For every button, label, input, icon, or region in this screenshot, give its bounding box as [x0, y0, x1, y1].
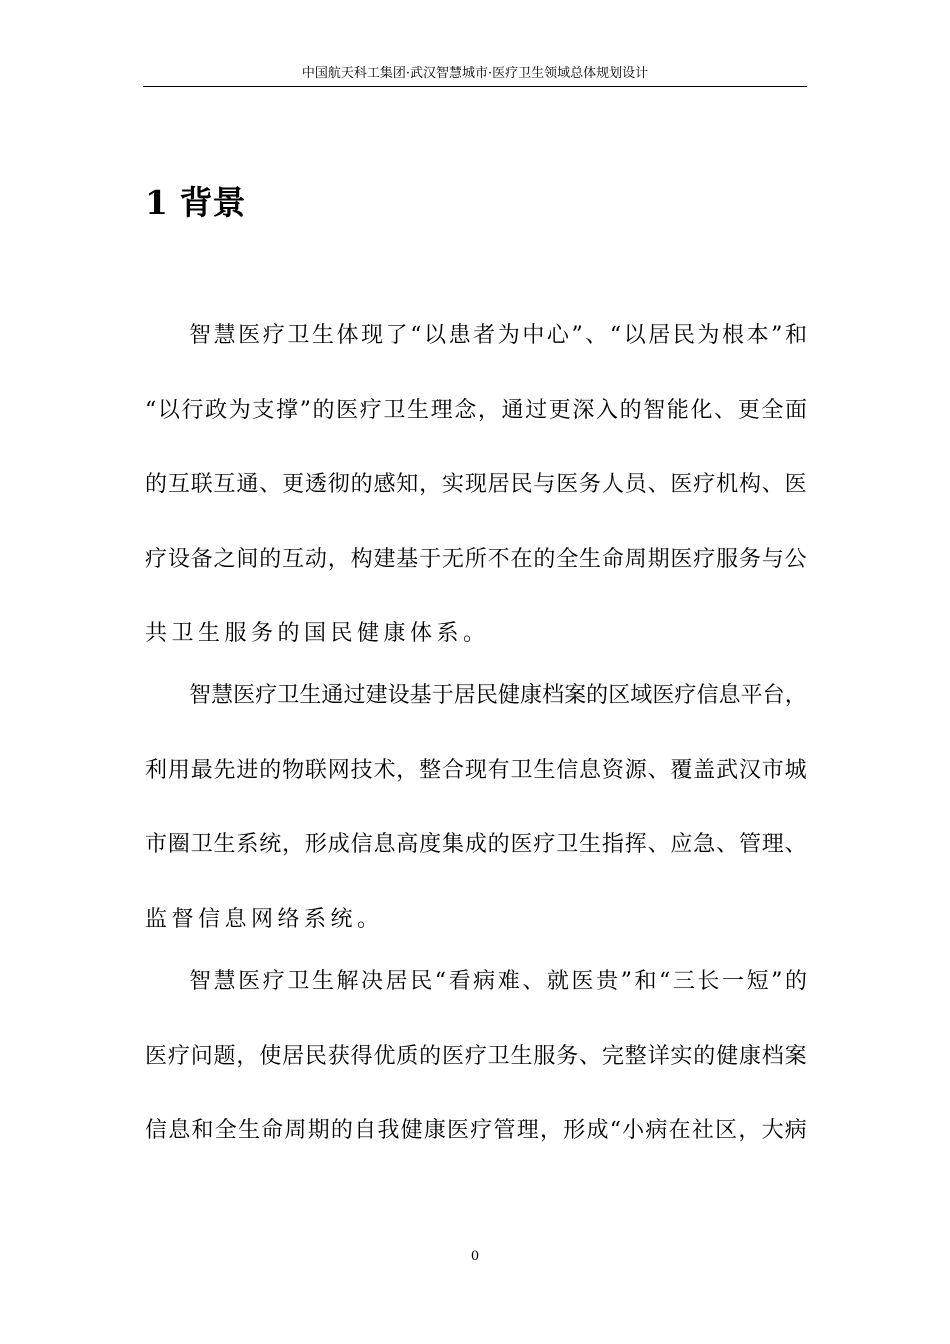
paragraph-line: 市 圈 卫 生 系 统 ， 形 成 信 息 高 度 集 成 的 医 疗 卫 生 指 挥 、 应 急 、 管 理 、	[145, 832, 807, 857]
paragraph-line: 智 慧 医 疗 卫 生 体 现 了 “ 以 患 者 为 中 心 ” 、 “ 以 居 民 为 根 本 ” 和	[189, 323, 807, 348]
header-rule	[143, 86, 807, 87]
paragraph-line: 利 用 最 先 进 的 物 联 网 技 术 ， 整 合 现 有 卫 生 信 息 资 源 、 覆 盖 武 汉 市 城	[145, 758, 807, 783]
paragraph-line: 共卫生服务的国民健康体系。	[145, 621, 490, 646]
paragraph-line: 信 息 和 全 生 命 周 期 的 自 我 健 康 医 疗 管 理 ， 形 成 “ 小 病 在 社 区 ， 大 病	[145, 1118, 807, 1143]
paragraph-line: 智 慧 医 疗 卫 生 通 过 建 设 基 于 居 民 健 康 档 案 的 区 域 医 疗 信 息 平 台 ，	[189, 683, 807, 708]
paragraph-line: 监督信息网络系统。	[145, 907, 384, 932]
paragraph-line: “ 以 行 政 为 支 撑 ” 的 医 疗 卫 生 理 念 ， 通 过 更 深 入 的 智 能 化 、 更 全 面	[145, 398, 807, 423]
paragraph-line: 智 慧 医 疗 卫 生 解 决 居 民 “ 看 病 难 、 就 医 贵 ” 和 “ 三 长 一 短 ” 的	[189, 969, 807, 994]
section-heading: 1 背景	[145, 183, 246, 222]
paragraph-line: 的 互 联 互 通 、 更 透 彻 的 感 知 ， 实 现 居 民 与 医 务 人 员 、 医 疗 机 构 、 医	[145, 472, 807, 497]
paragraph-line: 疗 设 备 之 间 的 互 动 ， 构 建 基 于 无 所 不 在 的 全 生 命 周 期 医 疗 服 务 与 公	[145, 547, 807, 572]
running-header: 中国航天科工集团·武汉智慧城市·医疗卫生领域总体规划设计	[301, 66, 649, 81]
paragraph-line: 医 疗 问 题 ， 使 居 民 获 得 优 质 的 医 疗 卫 生 服 务 、 完 整 详 实 的 健 康 档 案	[145, 1044, 807, 1069]
page-number: 0	[470, 1249, 480, 1264]
